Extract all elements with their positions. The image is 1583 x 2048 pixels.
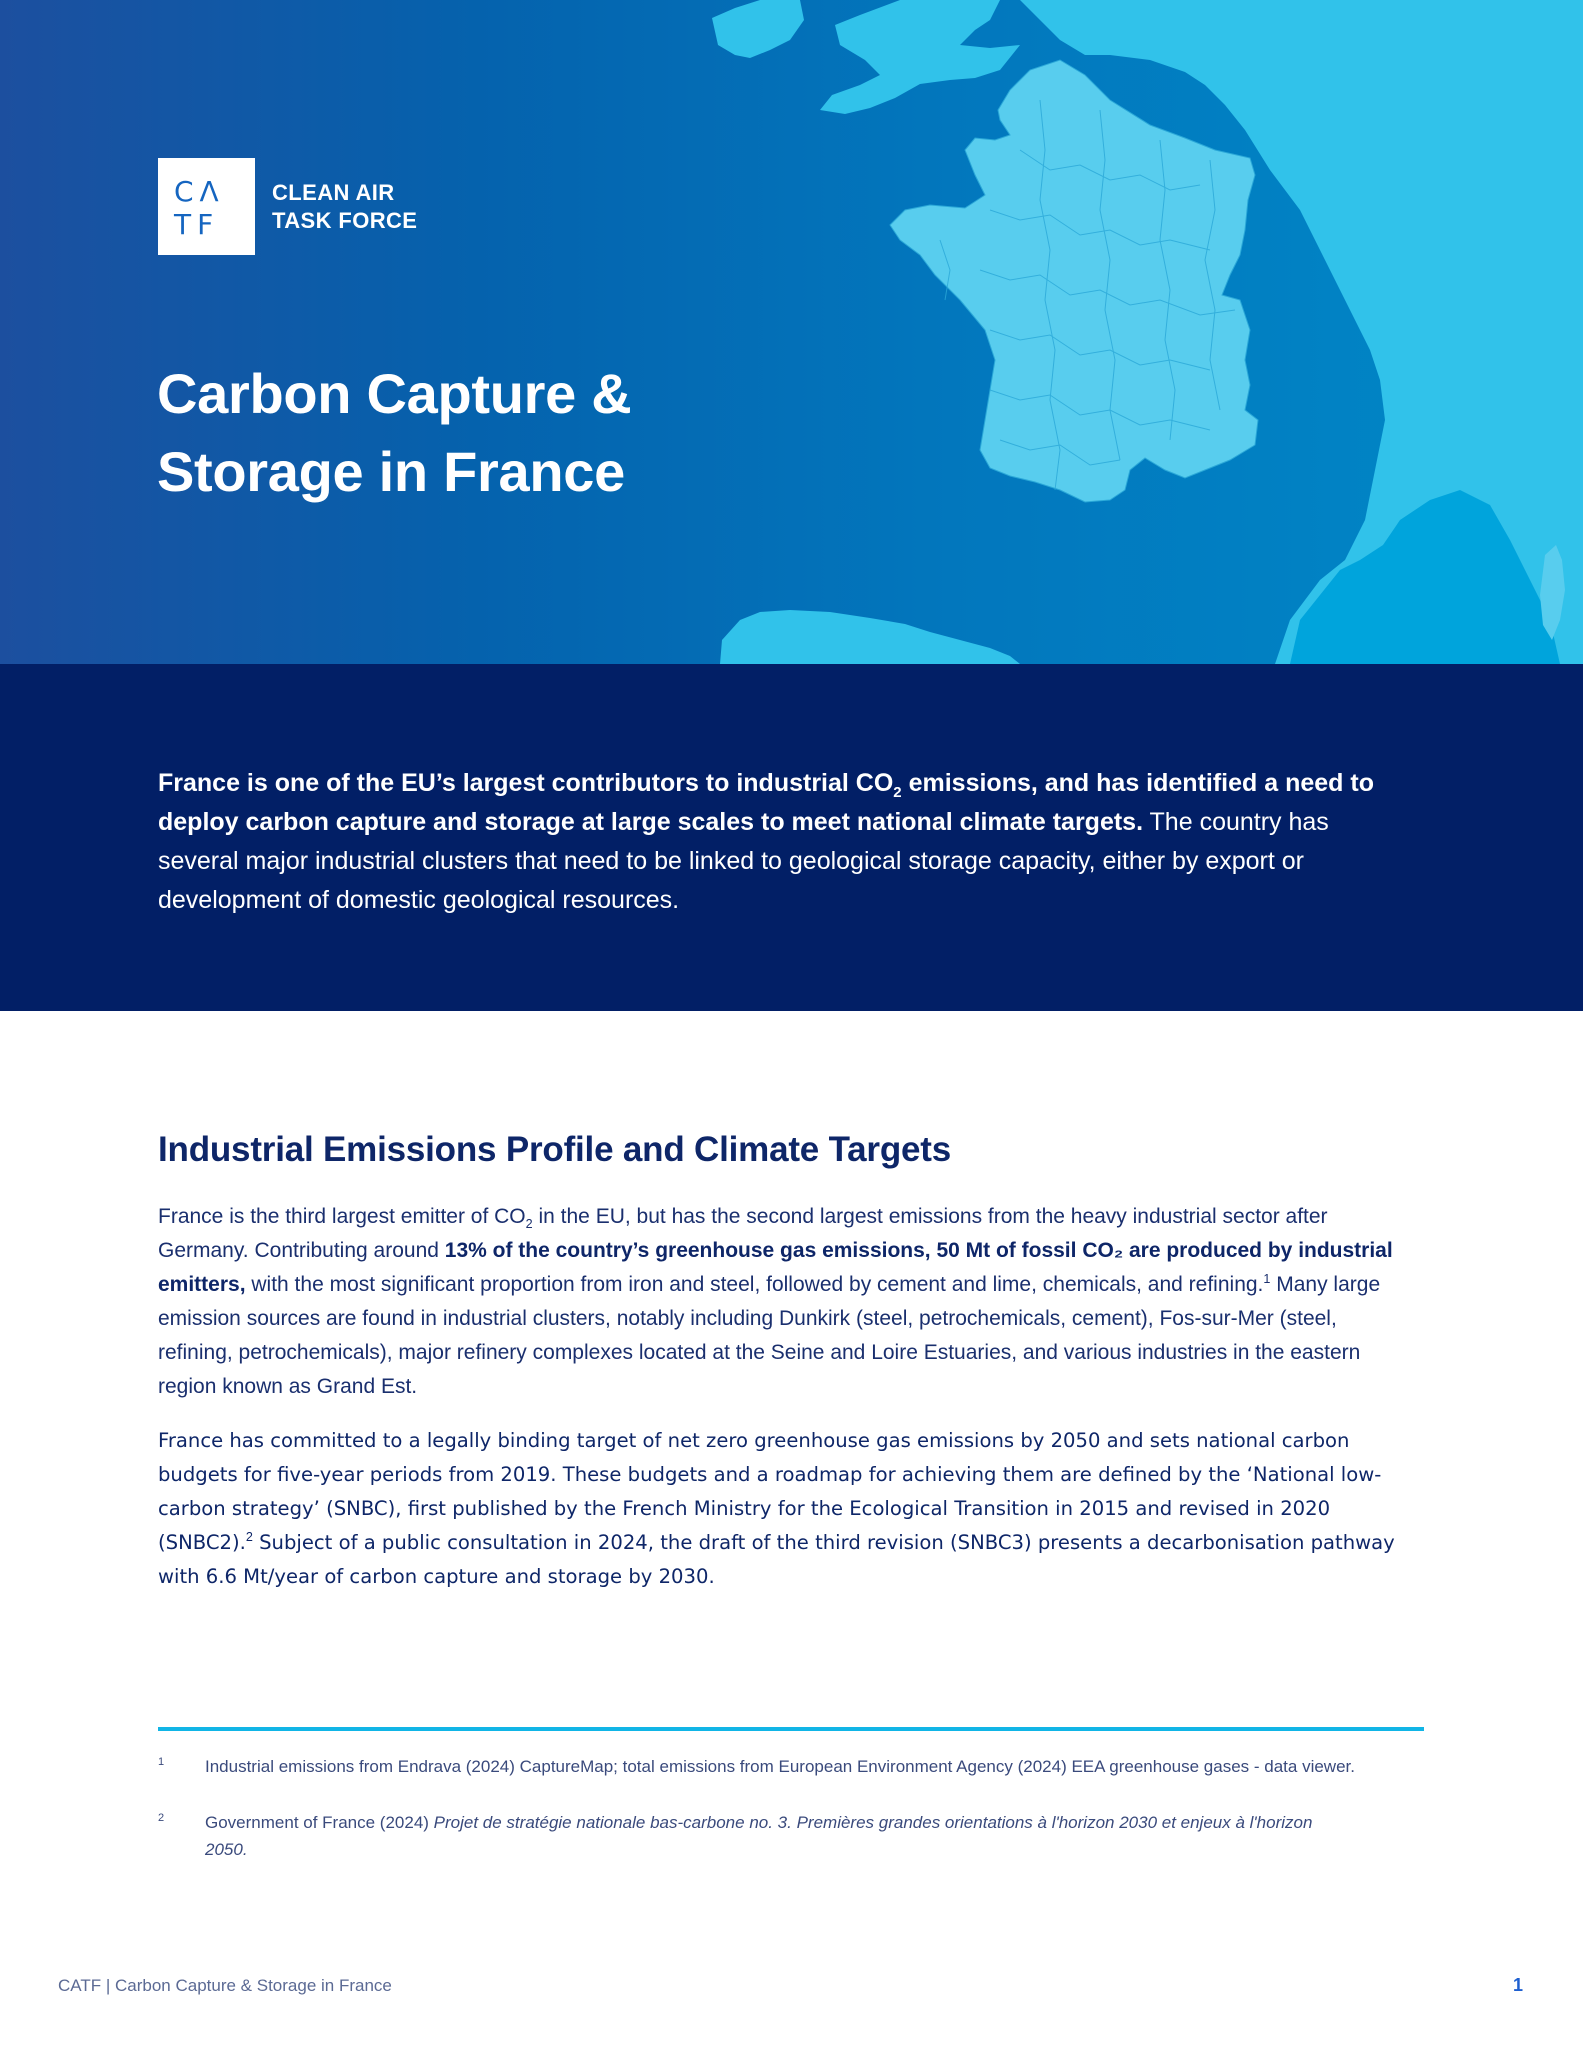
- p2-text-2: Subject of a public consultation in 2024, the draft of the third revision (SNBC3) presents a decarbonisation pathway with 6.6 Mt/year of carbon capture and storage by 2030.: [158, 1531, 1395, 1588]
- footnote-number: 1: [158, 1756, 165, 1768]
- logo-name-line1: CLEAN AIR: [272, 179, 395, 205]
- p1-text-4: Many large emission sources are found in industrial clusters, notably including Dunkirk (steel, petrochemicals, cement), Fos-sur-Mer (steel, refining, petrochemicals), major refinery complexes located at the Seine and Loire Estuaries, and various industries in the eastern region known as Grand Est.: [158, 1273, 1381, 1398]
- footer-document-label: CATF | Carbon Capture & Storage in France: [58, 1976, 392, 1995]
- section-heading: Industrial Emissions Profile and Climate Targets: [158, 1130, 952, 1169]
- p1-highlight: 13% of the country’s greenhouse gas emissions, 50 Mt of fossil CO₂ are produced by industrial emitters,: [158, 1239, 1393, 1296]
- footnote-citation-title: Projet de stratégie nationale bas-carbone no. 3. Premières grandes orientations à l'horizon 2030 et enjeux à l'horizon 2050.: [205, 1813, 1313, 1859]
- intro-regular-text: The country has several major industrial clusters that need to be linked to geological storage capacity, either by export or development of domestic geological resources.: [158, 808, 1329, 914]
- paragraph-emissions-profile: [158, 1200, 1398, 1404]
- intro-summary-band: [0, 664, 1583, 1011]
- catf-logo: [158, 158, 417, 255]
- p1-text-2: in the EU, but has the second largest emissions from the heavy industrial sector after Germany. Contributing around: [158, 1205, 1328, 1262]
- hero-banner: [0, 0, 1583, 664]
- logo-mark-line1: CΛ: [174, 175, 225, 208]
- p2-text-1: France has committed to a legally binding target of net zero greenhouse gas emissions by 2050 and sets national carbon budgets for five-year periods from 2019. These budgets and a roadmap for achieving them are defined by the ‘National low-carbon strategy’ (SNBC), first published by the French Ministry for the Ecological Transition in 2015 and revised in 2020 (SNBC2).: [158, 1429, 1382, 1554]
- p1-text-3: with the most significant proportion from iron and steel, followed by cement and lime, chemicals, and refining.: [245, 1273, 1264, 1296]
- footnote-text: [205, 1809, 1355, 1863]
- logo-name-line2: TASK FORCE: [272, 207, 418, 233]
- document-title: [157, 355, 631, 511]
- footnote-ref-2[interactable]: 2: [245, 1530, 253, 1544]
- intro-summary-text: [158, 764, 1398, 920]
- intro-bold-part2: emissions, and has identified a need to deploy carbon capture and storage at large scales to meet national climate targets.: [158, 769, 1374, 836]
- logo-mark-line2: TF: [174, 208, 220, 241]
- co2-subscript: 2: [525, 1217, 533, 1232]
- co2-subscript: 2: [893, 784, 902, 801]
- paragraph-climate-targets: [158, 1424, 1398, 1594]
- page-number: 1: [1513, 1975, 1524, 1995]
- title-line1: Carbon Capture &: [157, 362, 632, 425]
- intro-bold-part1: France is one of the EU’s largest contributors to industrial CO: [158, 769, 894, 797]
- footnote-citation-prefix: Government of France (2024): [205, 1813, 434, 1832]
- logo-wordmark: [272, 179, 417, 235]
- footnote-ref-1[interactable]: 1: [1263, 1272, 1271, 1286]
- footnote-text: Industrial emissions from Endrava (2024) CaptureMap; total emissions from European Environment Agency (2024) EEA greenhouse gases - data viewer.: [205, 1757, 1355, 1776]
- catf-logo-mark: [158, 158, 255, 255]
- p1-text-1: France is the third largest emitter of CO: [158, 1205, 526, 1228]
- europe-map-illustration: [0, 0, 1583, 664]
- footnote-divider: [158, 1727, 1424, 1731]
- footnote-number: 2: [158, 1812, 165, 1824]
- title-line2: Storage in France: [157, 440, 625, 503]
